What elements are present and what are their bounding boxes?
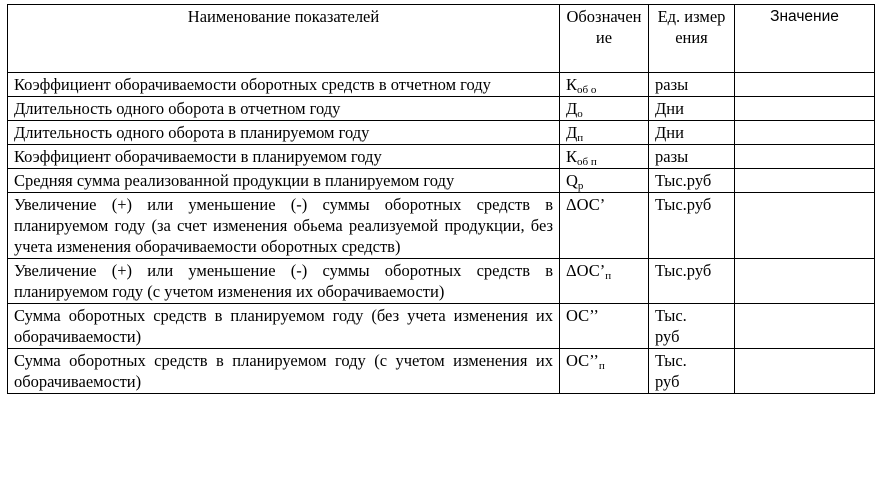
indicator-name: Длительность одного оборота в отчетном году [8,97,560,121]
indicator-unit: разы [649,73,735,97]
header-row [8,5,875,73]
indicator-value [735,304,875,349]
table-row [8,97,875,121]
indicator-name: Сумма оборотных средств в планируемом году (с учетом изменения их оборачиваемости) [8,349,560,394]
symbol-subscript: р [577,180,584,192]
table-row [8,259,875,304]
indicator-name: Увеличение (+) или уменьшение (-) суммы оборотных средств в планируемом году (с учетом изменения их оборачиваемости) [8,259,560,304]
table-row [8,304,875,349]
symbol-main: Q [566,171,578,190]
symbol-main: ΔОС’ [566,195,606,214]
symbol-subscript: п [605,270,612,282]
indicator-unit: Дни [649,121,735,145]
indicator-symbol [560,121,649,145]
indicator-symbol [560,145,649,169]
indicator-value [735,169,875,193]
indicator-symbol [560,259,649,304]
table-row [8,193,875,259]
table-row [8,73,875,97]
indicator-value [735,145,875,169]
indicator-value [735,121,875,145]
symbol-main: Д [566,99,578,118]
table-row [8,145,875,169]
symbol-main: К [566,147,578,166]
indicator-unit: Дни [649,97,735,121]
indicator-value [735,73,875,97]
indicator-symbol [560,169,649,193]
indicator-value [735,349,875,394]
header-unit: Ед. измерения [649,5,735,73]
indicator-name: Коэффициент оборачиваемости в планируемом году [8,145,560,169]
table-row [8,169,875,193]
table-row [8,349,875,394]
indicator-name: Длительность одного оборота в планируемом году [8,121,560,145]
symbol-main: ОС’’ [566,351,599,370]
indicator-unit: Тыс. руб [649,349,735,394]
symbol-subscript: об о [577,84,597,96]
indicator-symbol [560,304,649,349]
symbol-main: ΔОС’ [566,261,606,280]
indicator-unit: Тыс.руб [649,169,735,193]
indicator-unit: Тыс.руб [649,193,735,259]
indicator-name: Средняя сумма реализованной продукции в планируемом году [8,169,560,193]
symbol-subscript: о [577,108,583,120]
indicator-symbol [560,97,649,121]
indicator-unit: Тыс.руб [649,259,735,304]
indicator-value [735,259,875,304]
header-symbol: Обозначение [560,5,649,73]
indicator-symbol [560,193,649,259]
table-row [8,121,875,145]
table-body [8,73,875,394]
indicators-table [7,4,875,394]
indicator-name: Увеличение (+) или уменьшение (-) суммы оборотных средств в планируемом году (за счет изменения обьема реализуемой продукции, без учета изменения оборачиваемости оборотных средств) [8,193,560,259]
indicator-symbol [560,349,649,394]
indicator-symbol [560,73,649,97]
indicator-unit: Тыс. руб [649,304,735,349]
indicator-value [735,193,875,259]
indicator-value [735,97,875,121]
header-value: Значение [735,5,875,73]
indicator-name: Коэффициент оборачиваемости оборотных средств в отчетном году [8,73,560,97]
header-name: Наименование показателей [8,5,560,73]
indicator-name: Сумма оборотных средств в планируемом году (без учета изменения их оборачиваемости) [8,304,560,349]
symbol-main: К [566,75,578,94]
indicator-unit: разы [649,145,735,169]
symbol-main: ОС’’ [566,306,599,325]
symbol-subscript: п [598,360,605,372]
symbol-subscript: п [577,132,584,144]
symbol-subscript: об п [577,156,597,168]
symbol-main: Д [566,123,578,142]
